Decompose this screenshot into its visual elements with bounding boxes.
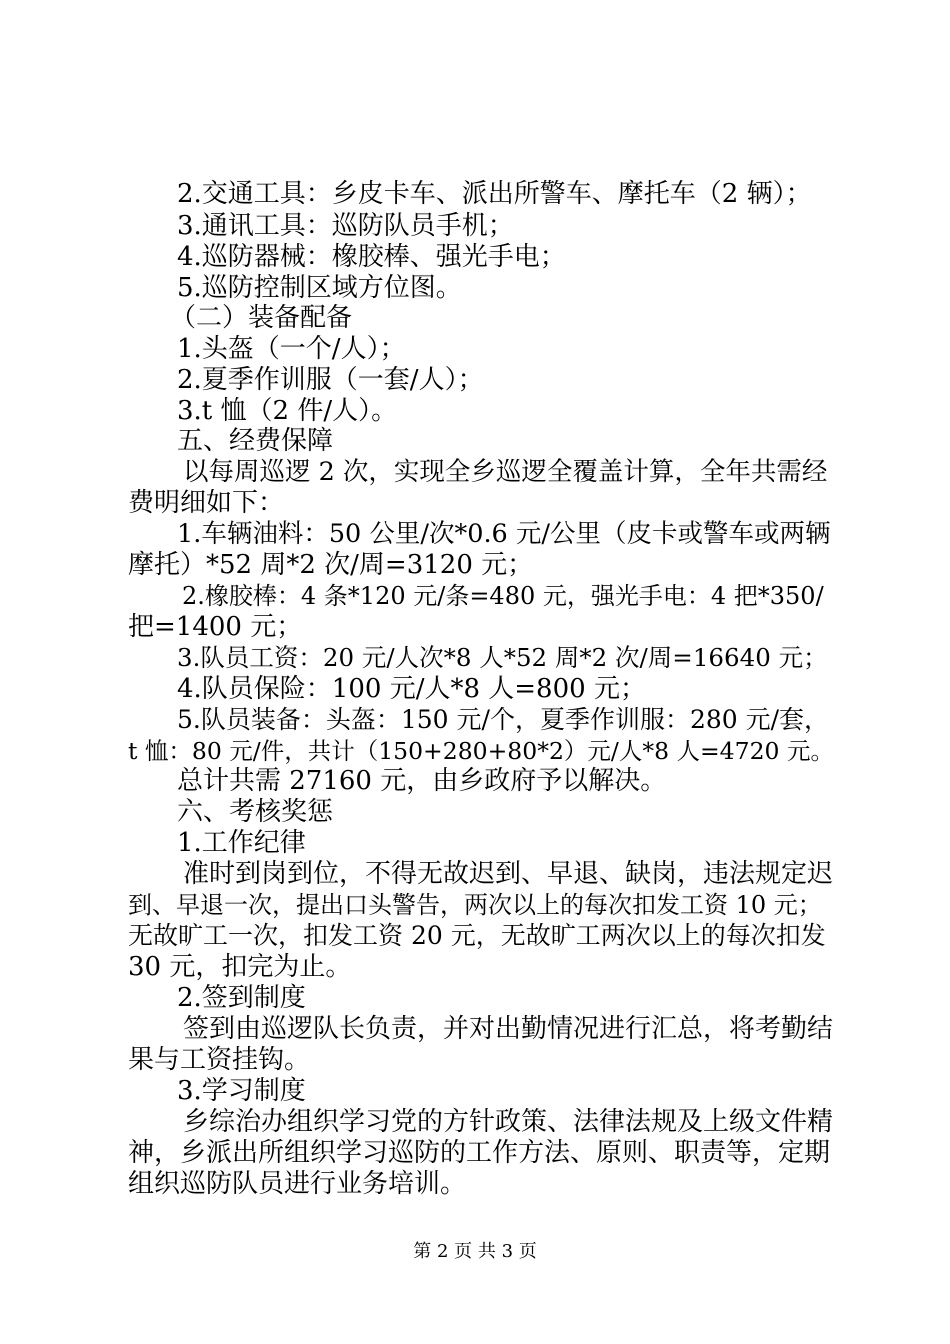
text-line: 3.t 恤（2 件/人）。 [177,396,398,426]
text-line: 以每周巡逻 2 次，实现全乡巡逻全覆盖计算，全年共需经 [183,457,828,487]
section-heading: 六、考核奖惩 [177,797,334,827]
text-line: 无故旷工一次，扣发工资 20 元，无故旷工两次以上的每次扣发 [128,921,826,950]
text-line: 2.交通工具：乡皮卡车、派出所警车、摩托车（2 辆）； [177,179,812,209]
sub-heading: 3.学习制度 [177,1076,306,1106]
text-line: 费明细如下： [128,488,285,518]
text-line: 30 元，扣完为止。 [128,952,352,982]
section-heading: （二）装备配备 [170,303,353,333]
text-line: 乡综治办组织学习党的方针政策、法律法规及上级文件精 [183,1107,834,1137]
text-line: 3.通讯工具：巡防队员手机； [177,211,514,241]
text-line: 准时到岗到位，不得无故迟到、早退、缺岗，违法规定迟 [183,859,834,889]
text-line: 签到由巡逻队长负责，并对出勤情况进行汇总，将考勤结 [183,1014,834,1044]
text-line: 2.夏季作训服（一套/人）； [177,365,484,395]
text-line: 4.巡防器械：橡胶棒、强光手电； [177,242,566,272]
text-line: 5.巡防控制区域方位图。 [177,273,462,303]
text-line: 4.队员保险：100 元/人*8 人=800 元； [177,674,646,704]
text-line: 1.车辆油料：50 公里/次*0.6 元/公里（皮卡或警车或两辆 [177,519,831,549]
text-line: 到、早退一次，提出口头警告，两次以上的每次扣发工资 10 元； [128,891,822,919]
text-line: 摩托）*52 周*2 次/周=3120 元； [128,550,534,580]
text-line: 果与工资挂钩。 [128,1045,311,1075]
text-line: 总计共需 27160 元，由乡政府予以解决。 [177,766,667,796]
sub-heading: 2.签到制度 [177,983,306,1013]
text-line: 2.橡胶棒：4 条*120 元/条=480 元，强光手电：4 把*350/ [182,582,824,610]
text-line: 5.队员装备：头盔：150 元/个，夏季作训服：280 元/套， [177,705,830,734]
text-line: 1.头盔（一个/人）； [177,334,406,364]
text-line: 组织巡防队员进行业务培训。 [128,1169,467,1199]
sub-heading: 1.工作纪律 [177,828,306,858]
text-line: 神，乡派出所组织学习巡防的工作方法、原则、职责等，定期 [128,1138,831,1168]
page-number-footer: 第 2 页 共 3 页 [413,1241,537,1262]
text-line: 3.队员工资：20 元/人次*8 人*52 周*2 次/周=16640 元； [177,643,828,672]
text-line: t 恤：80 元/件，共计（150+280+80*2）元/人*8 人=4720 元。 [128,737,834,765]
section-heading: 五、经费保障 [177,426,334,456]
text-line: 把=1400 元； [128,612,303,642]
